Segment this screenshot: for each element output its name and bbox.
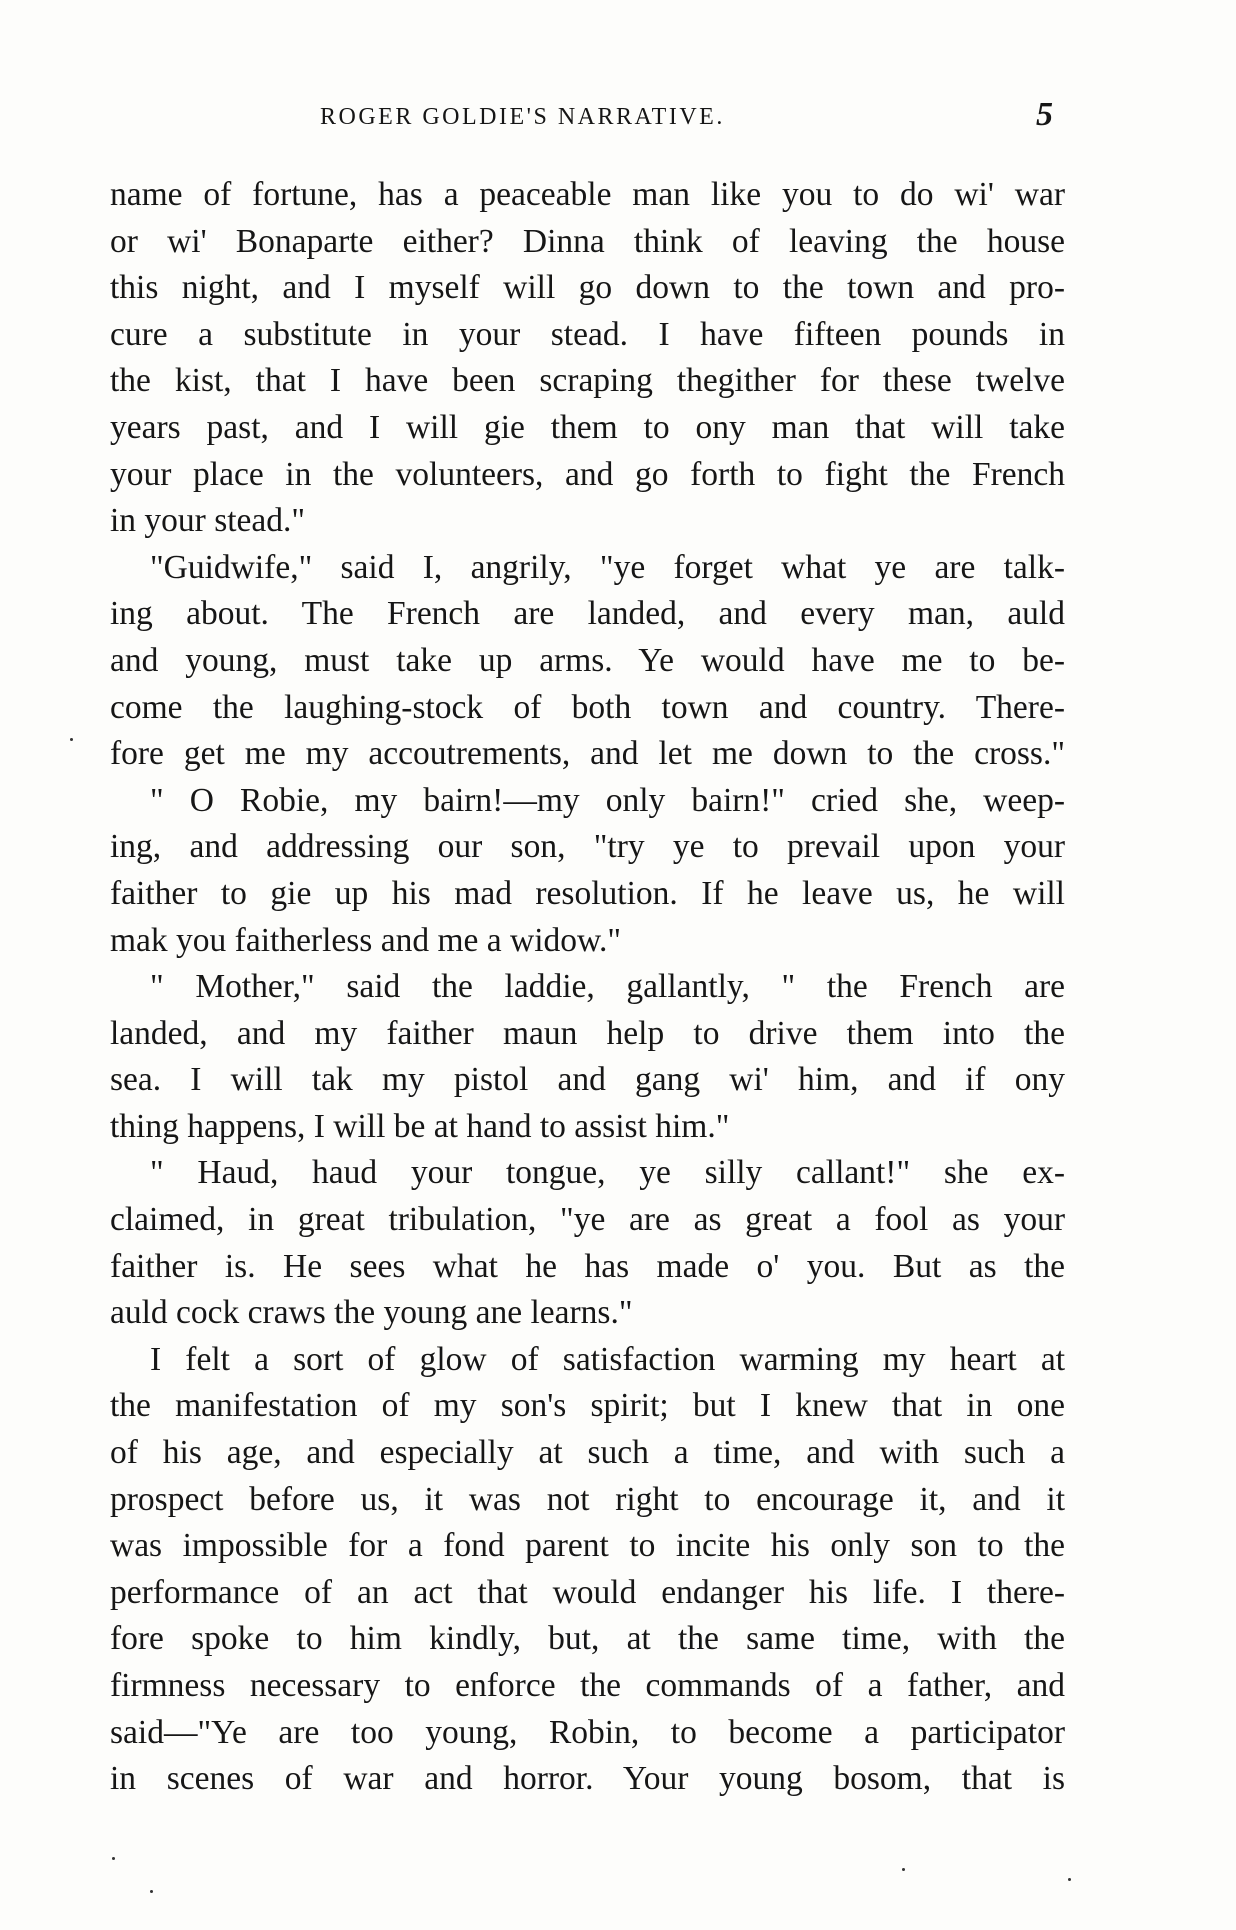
print-speck (902, 1868, 905, 1871)
text-line: in scenes of war and horror. Your young bosom, that is (110, 1760, 1065, 1798)
text-line: faither to gie up his mad resolution. If he leave us, he will (110, 874, 1065, 912)
text-line: was impossible for a fond parent to incite his only son to the (110, 1527, 1065, 1565)
text-line: " Mother," said the laddie, gallantly, " the French are (150, 968, 1065, 1006)
text-line: years past, and I will gie them to ony man that will take (110, 408, 1065, 446)
text-line: fore spoke to him kindly, but, at the same time, with the (110, 1620, 1065, 1658)
text-line: said—"Ye are too young, Robin, to become a participator (110, 1713, 1065, 1751)
text-line: or wi' Bonaparte either? Dinna think of leaving the house (110, 222, 1065, 260)
text-line: performance of an act that would endanger his life. I there- (110, 1573, 1065, 1611)
text-line: cure a substitute in your stead. I have fifteen pounds in (110, 315, 1065, 353)
text-line: mak you faitherless and me a widow." (110, 921, 622, 959)
print-speck (112, 1857, 115, 1860)
text-line: ing, and addressing our son, "try ye to prevail upon your (110, 828, 1065, 866)
text-line: fore get me my accoutrements, and let me down to the cross." (110, 735, 1065, 773)
text-line: faither is. He sees what he has made o' you. But as the (110, 1247, 1065, 1285)
text-line: claimed, in great tribulation, "ye are as great a fool as your (110, 1201, 1065, 1239)
page-number: 5 (1036, 96, 1053, 133)
text-line: prospect before us, it was not right to encourage it, and it (110, 1480, 1065, 1518)
print-speck (1068, 1878, 1071, 1881)
text-line: I felt a sort of glow of satisfaction warming my heart at (150, 1340, 1065, 1378)
print-speck (70, 738, 73, 741)
body-text (110, 172, 1065, 1803)
text-line: thing happens, I will be at hand to assist him." (110, 1107, 730, 1145)
text-line: " Haud, haud your tongue, ye silly callant!" she ex- (150, 1154, 1065, 1192)
print-speck (150, 1890, 153, 1893)
text-line: "Guidwife," said I, angrily, "ye forget what ye are talk- (150, 548, 1065, 586)
running-head: ROGER GOLDIE'S NARRATIVE. (320, 104, 725, 130)
text-line: the manifestation of my son's spirit; but I knew that in one (110, 1387, 1065, 1425)
text-line: sea. I will tak my pistol and gang wi' him, and if ony (110, 1061, 1065, 1099)
text-line: ing about. The French are landed, and every man, auld (110, 595, 1065, 633)
text-line: firmness necessary to enforce the commands of a father, and (110, 1667, 1065, 1704)
text-line: " O Robie, my bairn!—my only bairn!" cried she, weep- (150, 781, 1065, 819)
text-line: come the laughing-stock of both town and country. There- (110, 688, 1065, 726)
text-line: your place in the volunteers, and go forth to fight the French (110, 455, 1065, 493)
text-line: name of fortune, has a peaceable man like you to do wi' war (110, 176, 1065, 213)
text-line: landed, and my faither maun help to drive them into the (110, 1014, 1065, 1052)
text-line: auld cock craws the young ane learns." (110, 1294, 633, 1332)
text-line: and young, must take up arms. Ye would have me to be- (110, 641, 1065, 679)
text-line: of his age, and especially at such a time, and with such a (110, 1434, 1065, 1472)
text-line: the kist, that I have been scraping thegither for these twelve (110, 362, 1065, 400)
text-line: this night, and I myself will go down to the town and pro- (110, 269, 1065, 307)
text-line: in your stead." (110, 502, 306, 540)
